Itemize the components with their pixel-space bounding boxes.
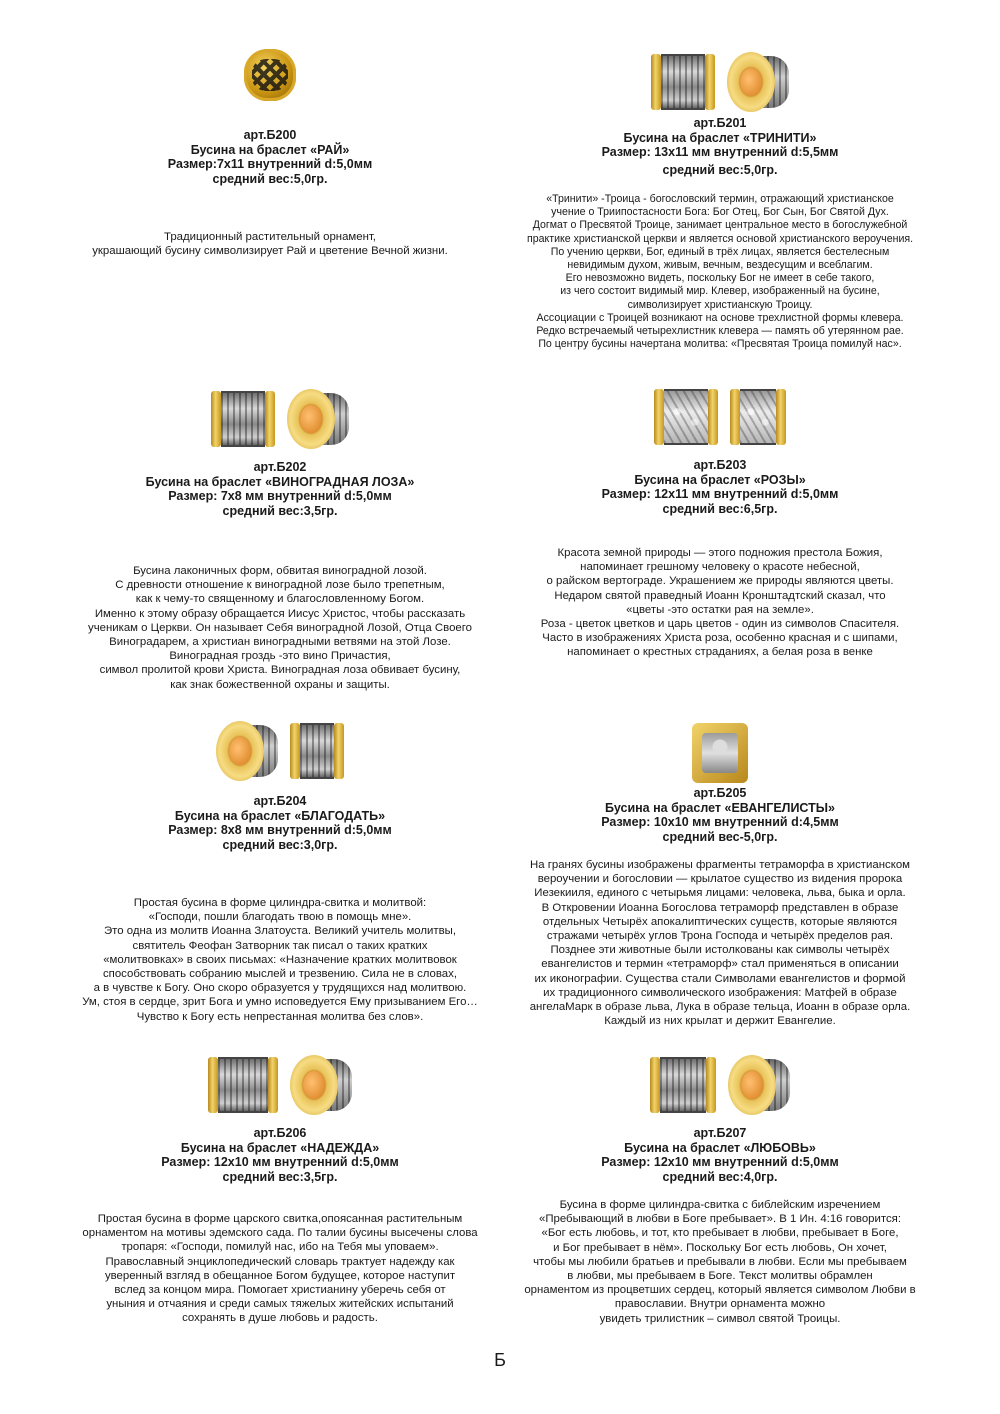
description-line: «молитвовках» в своих письмах: «Назначение кратких молитвовок [103,953,457,966]
product-name: Бусина на браслет «РОЗЫ» [634,472,806,487]
description-line: евангелистов и термин «тетраморф» стал применяться в описании [541,958,899,971]
bead-image-front [216,721,278,781]
description-line: орнаментом на мотивы эдемского сада. По талии бусины высечены слова [82,1227,478,1240]
product-images [40,718,520,784]
article-number: арт.Б202 [253,460,307,474]
product-images [500,1052,940,1118]
product-description [500,858,940,1028]
product-size: Размер:7x11 внутренний d:5,0мм [167,157,373,171]
product-images [40,386,520,452]
description-line: Недаром святой праведный Иоанн Кронштадтский сказал, что [554,589,886,602]
description-line: Простая бусина в форме цилиндра-свитка и молитвой: [133,897,427,909]
description-line: символ пролитой крови Христа. Виноградная лоза обвивает бусину, [99,664,461,677]
description-line: В Откровении Иоанна Богослова тетраморф представлен в образе [541,901,899,914]
description-line: украшающий бусину символизирует Рай и цветение Вечной жизни. [92,245,448,258]
bead-image-side [211,391,275,447]
description-line: Это одна из молитв Иоанна Златоуста. Великий учитель молитвы, [103,925,457,938]
product-description [40,564,520,692]
description-line: Позднее эти животные были истолкованы как символы четырёх [550,944,890,957]
product-size: Размер: 13x11 мм внутренний d:5,5мм [601,145,839,159]
description-line: Чувство к Богу есть непрестанная молитва без слов». [136,1010,424,1023]
bead-image-side [651,54,715,110]
description-line: тропаря: «Господи, помилуй нас, ибо на Тебя мы уповаем». [121,1241,439,1254]
description-line: православии. Внутри орнамента можно [614,1298,826,1311]
description-line: Бусина в форме цилиндра-свитка с библейским изречением [559,1199,881,1211]
product-description [40,230,500,258]
description-line: Именно к этому образу обращается Иисус Христос, чтобы рассказать [94,607,466,620]
description-line: стражами четырёх углов Трона Господа и четырёх пределов рая. [546,930,894,943]
description-line: уныния и отчаяния и среди самых тяжелых житейских испытаний [106,1298,454,1311]
description-line: Редко встречаемый четырехлистник клевера — память об утерянном рае. [536,325,904,338]
product-weight: средний вес:6,5гр. [662,501,778,516]
description-line: в любви, мы пребываем в Боге. Текст молитвы обрамлен [567,1270,873,1283]
bead-image-side [208,1057,278,1113]
product-name: Бусина на браслет «ТРИНИТИ» [623,130,817,145]
description-line: напоминает грешному человеку о красоте небесной, [580,561,860,574]
product-header [500,116,940,177]
product-description [500,1198,940,1326]
product-weight: средний вес:5,0гр. [662,162,778,177]
product-name: Бусина на браслет «ЛЮБОВЬ» [624,1140,816,1155]
description-line: Иезекииля, единого с четырьмя лицами: человека, льва, быка и орла. [534,887,906,900]
product-card-b205 [500,720,940,1028]
product-weight: средний вес:5,0гр. [212,171,328,186]
product-description [500,193,940,351]
description-line: На гранях бусины изображены фрагменты тетраморфа в христианском [529,859,910,871]
description-line: сохранять в душе любовь и радость. [182,1312,378,1325]
product-card-b202 [40,386,520,692]
product-weight: средний вес:3,5гр. [222,503,338,518]
product-name: Бусина на браслет «ЕВАНГЕЛИСТЫ» [605,800,835,815]
description-line: напоминает о крестных страданиях, а белая роза в венке [567,646,873,659]
description-line: орнаментом из процветших сердец, который является символом Любви в [524,1284,916,1297]
article-number: арт.Б204 [253,794,307,808]
article-number: арт.Б206 [253,1126,307,1140]
product-size: Размер: 12x10 мм внутренний d:5,0мм [601,1155,839,1169]
description-line: «цветы -это остатки рая на земле». [626,603,814,616]
page-number: Б [494,1350,506,1370]
description-line: как к чему-то священному и благословленному Богом. [135,593,425,606]
description-line: Ум, стоя в сердце, зрит Бога и умно исповедуется Ему призыванием Его… [82,996,478,1009]
article-number: арт.Б200 [243,128,297,142]
bead-image-front [728,1055,790,1115]
bead-image-side [290,723,344,779]
product-weight: средний вес:3,5гр. [222,1169,338,1184]
product-images [500,720,940,786]
article-number: арт.Б205 [693,786,747,800]
product-size: Размер: 10x10 мм внутренний d:4,5мм [601,815,839,829]
description-line: увидеть трилистник – символ святой Троицы. [599,1312,841,1325]
description-line: Его невозможно видеть, поскольку Бог не имеет в себе такого, [565,272,875,285]
product-description [40,896,520,1024]
product-header [500,458,940,516]
bead-image-side [654,389,718,445]
product-card-b206 [40,1052,520,1326]
product-header [500,786,940,844]
product-header [40,460,520,518]
product-card-b200 [40,42,500,258]
description-line: как знак божественной охраны и защиты. [170,678,390,691]
product-images [500,384,940,450]
description-line: уверенный взгляд в обещанное Богом будущее, которое наступит [104,1269,456,1282]
bead-image-angle [730,389,786,445]
description-line: Часто в изображениях Христа роза, особенно красная и с шипами, [542,632,898,645]
product-header [40,794,520,852]
description-line: святитель Феофан Затворник так писал о таких кратких [132,939,428,952]
description-line: Бусина лаконичных форм, обвитая виноградной лозой. [133,565,427,577]
article-number: арт.Б201 [693,116,747,130]
description-line: Каждый из них крылат и держит Евангелие. [604,1015,836,1028]
description-line: Простая бусина в форме царского свитка,опоясанная растительным [97,1213,463,1225]
description-line: символизирует христианскую Троицу. [627,298,813,311]
product-description [40,1212,520,1326]
description-line: Традиционный растительный орнамент, [164,231,376,243]
description-line: вслед за концом мира. Помогает христианину уберечь себя от [114,1284,446,1297]
description-line: о райском вертограде. Украшением же природы являются цветы. [546,575,894,588]
description-line: Роза - цветок цветков и царь цветов - один из символов Спасителя. [540,618,900,631]
product-images [40,1052,520,1118]
product-name: Бусина на браслет «НАДЕЖДА» [180,1140,380,1155]
description-line: из чего состоит видимый мир. Клевер, изображенный на бусине, [560,285,880,298]
product-description [500,546,940,660]
description-line: По центру бусины начертана молитва: «Пресвятая Троица помилуй нас». [538,338,902,351]
product-images [40,42,500,108]
description-line: «Бог есть любовь, и тот, кто пребывает в любви, пребывает в Боге, [541,1227,899,1240]
description-line: вероучении и богословии — крылатое существо из видения пророка [537,873,903,886]
description-line: их иконографии. Существа стали Символами евангелистов и формой [534,972,906,985]
product-images [500,50,940,114]
product-header [500,1126,940,1184]
description-line: С древности отношение к виноградной лозе было трепетным, [115,579,445,592]
product-header [40,128,500,186]
product-size: Размер: 12x10 мм внутренний d:5,0мм [161,1155,399,1169]
description-line: и Бог пребывает в нём». Поскольку Бог есть любовь, Он хочет, [553,1241,887,1254]
description-line: Православный энциклопедический словарь трактует надежду как [105,1255,455,1268]
bead-image-side [650,1057,716,1113]
description-line: чтобы мы любили братьев и пребывали в любви. Если мы пребываем [533,1255,907,1268]
description-line: их традиционного символического изображения: Матфей в образе [543,986,897,999]
description-line: Виноградная гроздь -это вино Причастия, [169,650,391,663]
bead-image-front [287,389,349,449]
bead-image-front [727,52,789,112]
description-line: По учению церкви, Бог, единый в трёх лицах, является бестелесным [550,245,890,258]
description-line: «Тринити» -Троица - богословский термин, отражающий христианское [546,193,894,205]
bead-image [244,49,296,101]
product-weight: средний вес-5,0гр. [662,829,778,844]
description-line: Догмат о Пресвятой Троице, занимает центральное место в богослужебной [532,219,908,232]
description-line: ангелаМарк в образе льва, Лука в образе тельца, Иоанн в образе орла. [529,1001,911,1014]
product-name: Бусина на браслет «ВИНОГРАДНАЯ ЛОЗА» [145,474,415,489]
article-number: арт.Б207 [693,1126,747,1140]
product-size: Размер: 7x8 мм внутренний d:5,0мм [168,489,392,503]
product-size: Размер: 8x8 мм внутренний d:5,0мм [168,823,392,837]
description-line: отдельных Четырёх апокалиптических существ, которые являются [542,915,898,928]
product-name: Бусина на браслет «БЛАГОДАТЬ» [174,808,386,823]
description-line: Виноградарем, а христиан виноградными ветвями на этой Лозе. [109,636,451,649]
product-name: Бусина на браслет «РАЙ» [190,142,350,157]
description-line: а в чувстве к Богу. Оно скоро образуется у трудящихся над молитвою. [93,982,467,995]
description-line: учение о Триипостасности Бога: Бог Отец, Бог Сын, Бог Святой Дух. [551,206,889,219]
description-line: практике христианской церкви и является основой христианского вероучения. [526,232,914,245]
article-number: арт.Б203 [693,458,747,472]
product-card-b204 [40,718,520,1024]
product-header [40,1126,520,1184]
product-weight: средний вес:4,0гр. [662,1169,778,1184]
product-size: Размер: 12x11 мм внутренний d:5,0мм [601,487,839,501]
description-line: Красота земной природы — этого подножия престола Божия, [557,547,883,559]
product-card-b207 [500,1052,940,1326]
bead-image-cube [692,723,748,783]
product-card-b201 [500,50,940,351]
description-line: способствовать собранию мыслей и трезвению. Сила не в словах, [102,968,457,981]
description-line: ученикам о Церкви. Он называет Себя виноградной Лозой, Отца Своего [88,621,472,634]
description-line: Ассоциации с Троицей возникают на основе трехлистной формы клевера. [536,311,904,324]
description-line: «Пребывающий в любви в Боге пребывает». В 1 Ин. 4:16 говорится: [538,1213,901,1226]
bead-image-front [290,1055,352,1115]
description-line: невидимым духом, живым, вечным, вездесущим и всеблагим. [567,259,873,272]
product-card-b203 [500,384,940,660]
product-weight: средний вес:3,0гр. [222,837,338,852]
description-line: «Господи, пошли благодать твою в помощь мне». [148,911,412,924]
